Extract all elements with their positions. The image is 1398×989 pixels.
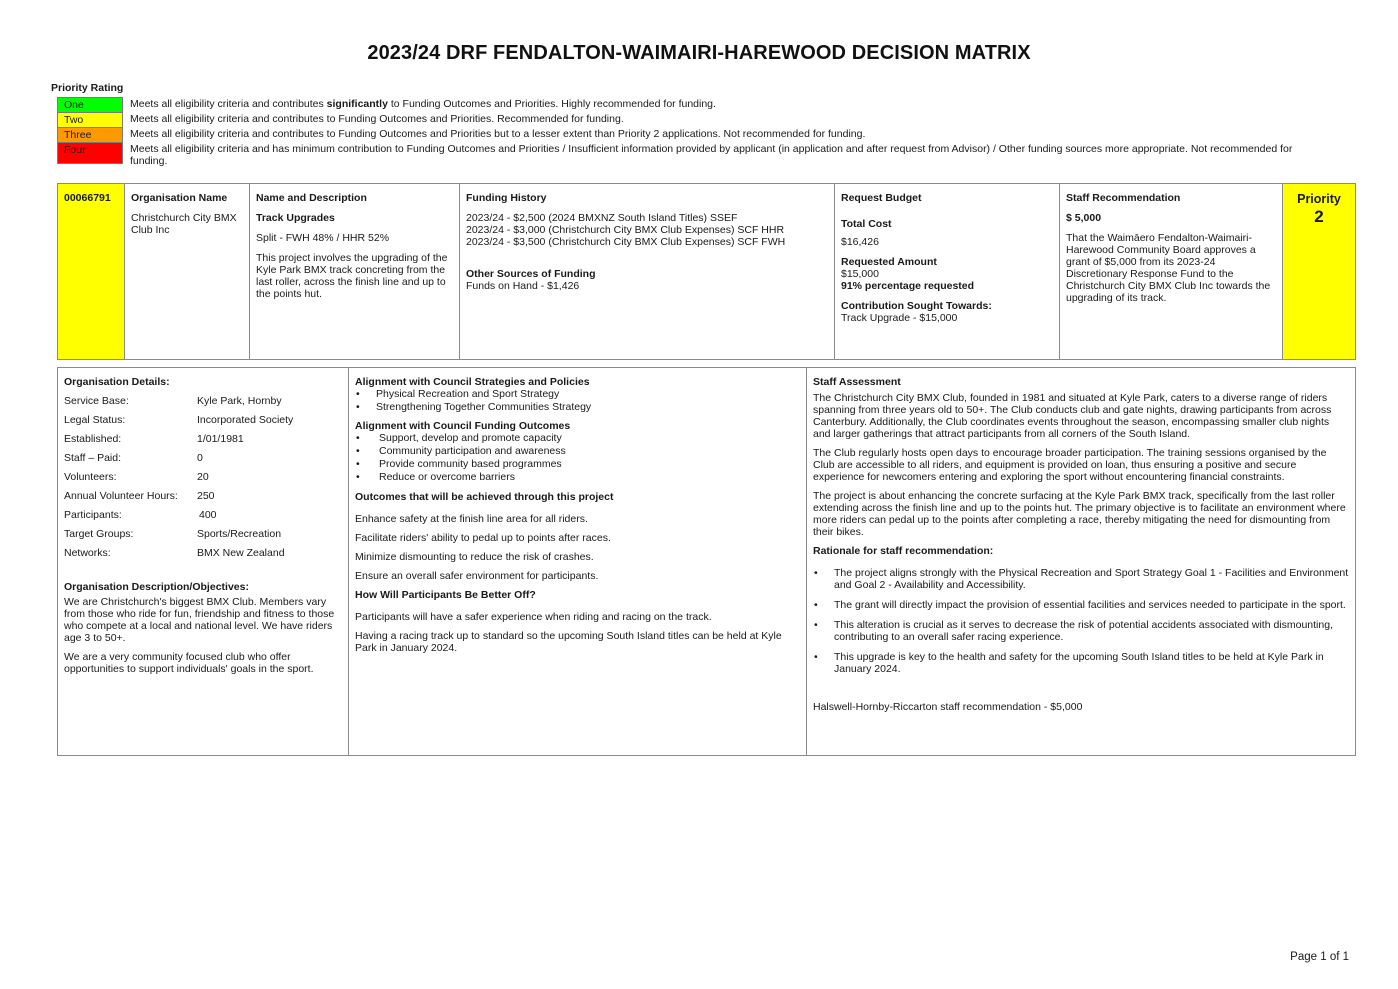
application-summary-table xyxy=(57,183,1356,360)
legend-text-one xyxy=(123,97,716,110)
project-cell xyxy=(250,184,460,359)
detail-row-volunteer-hours xyxy=(64,490,342,502)
percentage-requested: 91% percentage requested xyxy=(841,280,975,292)
better-off-header: How Will Participants Be Better Off? xyxy=(355,589,536,601)
legend-text-bold: significantly xyxy=(326,98,388,110)
priority-swatch-one: One xyxy=(57,97,123,112)
organisation-details-column xyxy=(58,368,349,755)
total-cost-value: $16,426 xyxy=(841,236,879,248)
project-outcomes-header: Outcomes that will be achieved through this project xyxy=(355,491,614,503)
strategy-item: • Physical Recreation and Sport Strategy xyxy=(355,388,800,401)
detail-label: Networks: xyxy=(64,547,111,559)
legend-text-part: to Funding Outcomes and Priorities. Highly recommended for funding. xyxy=(387,98,716,110)
project-split: Split - FWH 48% / HHR 52% xyxy=(256,232,390,244)
detail-value: Incorporated Society xyxy=(197,414,294,426)
funding-history-cell xyxy=(460,184,835,359)
funding-outcomes-header: Alignment with Council Funding Outcomes xyxy=(355,420,571,432)
staff-recommendation-amount: $ 5,000 xyxy=(1066,212,1102,224)
contribution-label: Contribution Sought Towards: xyxy=(841,300,992,312)
better-off-item: Participants will have a safer experience when riding and racing on the track. xyxy=(355,611,712,623)
project-outcome-item: Facilitate riders' ability to pedal up to points after races. xyxy=(355,532,611,544)
detail-label: Staff – Paid: xyxy=(64,452,122,464)
staff-recommendation-cell xyxy=(1060,184,1283,359)
other-sources-header: Other Sources of Funding xyxy=(466,268,596,280)
funding-outcome-item: • Community participation and awareness xyxy=(355,445,800,458)
strategies-list xyxy=(355,388,800,414)
strategies-header: Alignment with Council Strategies and Policies xyxy=(355,376,590,388)
detail-value: Kyle Park, Hornby xyxy=(197,395,282,407)
funding-history-item: 2023/24 - $3,500 (Christchurch City BMX Club Expenses) SCF FWH xyxy=(466,236,786,248)
priority-swatch-four: Four xyxy=(57,142,123,164)
detail-row-legal-status xyxy=(64,414,342,426)
detail-row-target-groups xyxy=(64,528,342,540)
legend-row-three xyxy=(57,127,1317,142)
other-sources: Funds on Hand - $1,426 xyxy=(466,280,580,292)
detail-value: 1/01/1981 xyxy=(197,433,244,445)
detail-row-networks xyxy=(64,547,342,559)
staff-assessment-column xyxy=(807,368,1355,755)
funding-outcome-item: • Support, develop and promote capacity xyxy=(355,432,800,445)
project-outcome-item: Ensure an overall safer environment for participants. xyxy=(355,570,599,582)
page-title: 2023/24 DRF FENDALTON-WAIMAIRI-HAREWOOD DECISION MATRIX xyxy=(367,42,1031,64)
rationale-item: • This upgrade is key to the health and safety for the upcoming South Island titles to be held at Kyle Park in January 2024. xyxy=(813,651,1349,675)
detail-value: 0 xyxy=(197,452,203,464)
organisation-details-header: Organisation Details: xyxy=(64,376,170,388)
page-number: Page 1 of 1 xyxy=(1290,951,1349,963)
detail-label: Volunteers: xyxy=(64,471,117,483)
project-header: Name and Description xyxy=(256,192,367,204)
staff-recommendation-header: Staff Recommendation xyxy=(1066,192,1181,204)
detail-value: 400 xyxy=(199,509,217,521)
contribution-value: Track Upgrade - $15,000 xyxy=(841,312,958,324)
application-id-cell xyxy=(58,184,125,359)
project-description: This project involves the upgrading of the Kyle Park BMX track concreting from the last roller, across the finish line and up to the points hut. xyxy=(256,252,448,300)
project-outcome-item: Minimize dismounting to reduce the risk of crashes. xyxy=(355,551,594,563)
staff-assessment-paragraph: The Club regularly hosts open days to encourage broader participation. The training sessions organised by the Club are accessible to all riders, and equipment is provided on loan, thus ensuring a positive and secure experience for newcomers entering and exploring the sport without encountering financial constraints. xyxy=(813,447,1327,483)
rationale-list xyxy=(813,567,1349,675)
request-budget-header: Request Budget xyxy=(841,192,922,204)
detail-value: 20 xyxy=(197,471,209,483)
organisation-description-paragraph: We are a very community focused club who offer opportunities to support individuals' goals in the sport. xyxy=(64,651,314,675)
total-cost-label: Total Cost xyxy=(841,218,892,230)
detail-row-participants xyxy=(64,509,342,521)
detail-label: Participants: xyxy=(64,509,122,521)
rationale-header: Rationale for staff recommendation: xyxy=(813,545,994,557)
detail-value: 250 xyxy=(197,490,215,502)
funding-outcome-item: • Provide community based programmes xyxy=(355,458,800,471)
detail-row-established xyxy=(64,433,342,445)
detail-row-volunteers xyxy=(64,471,342,483)
priority-legend xyxy=(57,97,1317,167)
detail-value: BMX New Zealand xyxy=(197,547,285,559)
legend-text-four: Meets all eligibility criteria and has minimum contribution to Funding Outcomes and Priorities / Insufficient information provided by applicant (in application and after request from Advisor) / Other funding sources more appropriate. Not recommended for funding. xyxy=(130,143,1293,167)
organisation-description-paragraph: We are Christchurch's biggest BMX Club. Members vary from those who ride for fun, friendship and fitness to those who compete at a local and national level. We have riders age 3 to 50+. xyxy=(64,596,335,644)
project-name: Track Upgrades xyxy=(256,212,335,224)
priority-cell xyxy=(1283,184,1355,359)
funding-history-item: 2023/24 - $2,500 (2024 BMXNZ South Island Titles) SSEF xyxy=(466,212,738,224)
rationale-item: • This alteration is crucial as it serves to decrease the risk of potential accidents associated with dismounting, contributing to an overall safer racing experience. xyxy=(813,619,1349,643)
priority-swatch-two: Two xyxy=(57,112,123,127)
legend-text-two: Meets all eligibility criteria and contributes to Funding Outcomes and Priorities. Recommended for funding. xyxy=(130,113,624,125)
application-detail-table xyxy=(57,367,1356,756)
other-board-recommendation: Halswell-Hornby-Riccarton staff recommendation - $5,000 xyxy=(813,701,1083,713)
request-budget-cell xyxy=(835,184,1060,359)
organisation-name-header: Organisation Name xyxy=(131,192,228,204)
rationale-item: • The grant will directly impact the provision of essential facilities and services needed to participate in the sport. xyxy=(813,599,1349,611)
project-outcome-item: Enhance safety at the finish line area for all riders. xyxy=(355,513,588,525)
priority-header: Priority xyxy=(1297,192,1341,206)
staff-assessment-header: Staff Assessment xyxy=(813,376,901,388)
detail-row-service-base xyxy=(64,395,342,407)
better-off-item: Having a racing track up to standard so the upcoming South Island titles can be held at Kyle Park in January 2024. xyxy=(355,630,782,654)
legend-row-one xyxy=(57,97,1317,112)
funding-history-item: 2023/24 - $3,000 (Christchurch City BMX Club Expenses) SCF HHR xyxy=(466,224,785,236)
legend-text-three: Meets all eligibility criteria and contributes to Funding Outcomes and Priorities but to a lesser extent than Priority 2 applications. Not recommended for funding. xyxy=(130,128,866,140)
staff-recommendation-text: That the Waimāero Fendalton-Waimairi-Harewood Community Board approves a grant of $5,000 from its 2023-24 Discretionary Response Fund to the Christchurch City BMX Club Inc towards the upgrading of its track. xyxy=(1066,232,1271,304)
organisation-description-header: Organisation Description/Objectives: xyxy=(64,581,249,593)
staff-assessment-paragraph: The project is about enhancing the concrete surfacing at the Kyle Park BMX track, specifically from the last roller extending across the finish line and up to the points hut. The primary objective is to facilitate an environment where more riders can pedal up to the points after completing a race, thereby mitigating the need for dismounting from their bikes. xyxy=(813,490,1346,538)
funding-history-header: Funding History xyxy=(466,192,547,204)
detail-label: Service Base: xyxy=(64,395,129,407)
detail-label: Legal Status: xyxy=(64,414,126,426)
legend-text-part: Meets all eligibility criteria and contributes xyxy=(130,98,327,110)
priority-value: 2 xyxy=(1314,207,1324,226)
requested-amount-label: Requested Amount xyxy=(841,256,937,268)
rationale-item: • The project aligns strongly with the Physical Recreation and Sport Strategy Goal 1 - Facilities and Environment and Goal 2 - Availability and Accessibility. xyxy=(813,567,1349,591)
requested-amount-value: $15,000 xyxy=(841,268,879,280)
organisation-name: Christchurch City BMX Club Inc xyxy=(131,212,237,236)
detail-label: Established: xyxy=(64,433,122,445)
application-id: 00066791 xyxy=(64,192,111,204)
legend-row-four xyxy=(57,142,1317,167)
funding-outcome-item: • Reduce or overcome barriers xyxy=(355,471,800,484)
detail-label: Annual Volunteer Hours: xyxy=(64,490,178,502)
priority-swatch-three: Three xyxy=(57,127,123,142)
organisation-name-cell xyxy=(125,184,250,359)
detail-value: Sports/Recreation xyxy=(197,528,282,540)
detail-row-staff-paid xyxy=(64,452,342,464)
priority-rating-label: Priority Rating xyxy=(51,82,124,94)
legend-row-two xyxy=(57,112,1317,127)
alignment-column xyxy=(349,368,807,755)
staff-assessment-paragraph: The Christchurch City BMX Club, founded in 1981 and situated at Kyle Park, caters to a diverse range of riders spanning from three years old to 50+. The Club conducts club and gate nights, drawing participants from across Canterbury. Additionally, the Club coordinates events throughout the season, encompassing smaller club nights and larger gatherings that attract participants from all corners of the South Island. xyxy=(813,392,1332,440)
funding-outcomes-list xyxy=(355,432,800,484)
strategy-item: • Strengthening Together Communities Strategy xyxy=(355,401,800,414)
detail-label: Target Groups: xyxy=(64,528,134,540)
